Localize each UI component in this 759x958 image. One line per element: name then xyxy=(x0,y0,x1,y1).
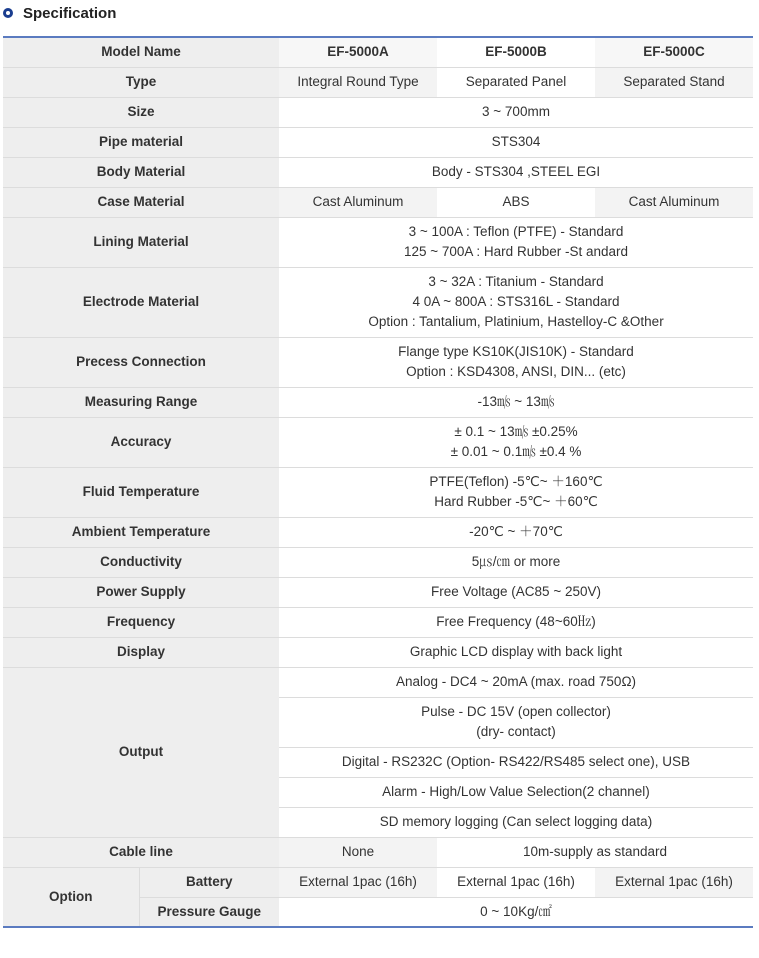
label-electrode-material: Electrode Material xyxy=(3,267,279,337)
label-output: Output xyxy=(3,667,279,837)
row-size xyxy=(3,97,753,127)
measuring-range-value: -13㎧ ~ 13㎧ xyxy=(279,387,753,417)
row-lining-material xyxy=(3,217,753,267)
row-output-analog xyxy=(3,667,753,697)
row-frequency xyxy=(3,607,753,637)
label-size: Size xyxy=(3,97,279,127)
display-value: Graphic LCD display with back light xyxy=(279,637,753,667)
output-digital: Digital - RS232C (Option- RS422/RS485 select one), USB xyxy=(279,747,753,777)
battery-b: External 1pac (16h) xyxy=(437,867,595,897)
case-c: Cast Aluminum xyxy=(595,187,753,217)
row-electrode-material xyxy=(3,267,753,337)
row-measuring-range xyxy=(3,387,753,417)
row-accuracy xyxy=(3,417,753,467)
pipe-material-value: STS304 xyxy=(279,127,753,157)
accuracy-line: ± 0.1 ~ 13㎧ ±0.25% xyxy=(454,424,578,439)
lining-line: 3 ~ 100A : Teflon (PTFE) - Standard xyxy=(408,224,624,239)
label-fluid-temperature: Fluid Temperature xyxy=(3,467,279,517)
row-ambient-temperature xyxy=(3,517,753,547)
row-body-material xyxy=(3,157,753,187)
body-material-value: Body - STS304 ,STEEL EGI xyxy=(279,157,753,187)
output-alarm: Alarm - High/Low Value Selection(2 channel) xyxy=(279,777,753,807)
label-frequency: Frequency xyxy=(3,607,279,637)
label-ambient-temperature: Ambient Temperature xyxy=(3,517,279,547)
battery-c: External 1pac (16h) xyxy=(595,867,753,897)
connection-line: Flange type KS10K(JIS10K) - Standard xyxy=(398,344,634,359)
label-pressure-gauge: Pressure Gauge xyxy=(139,897,279,927)
electrode-line: 3 ~ 32A : Titanium - Standard xyxy=(428,274,604,289)
case-b: ABS xyxy=(437,187,595,217)
output-pulse-line: (dry- contact) xyxy=(476,724,556,739)
type-b: Separated Panel xyxy=(437,67,595,97)
row-conductivity xyxy=(3,547,753,577)
label-process-connection: Precess Connection xyxy=(3,337,279,387)
label-measuring-range: Measuring Range xyxy=(3,387,279,417)
label-model-name: Model Name xyxy=(3,37,279,67)
ambient-temperature-value: -20℃ ~ ＋70℃ xyxy=(279,517,753,547)
label-cable-line: Cable line xyxy=(3,837,279,867)
section-header xyxy=(0,0,759,30)
pressure-gauge-value: 0 ~ 10Kg/㎠ xyxy=(279,897,753,927)
battery-a: External 1pac (16h) xyxy=(279,867,437,897)
row-case-material xyxy=(3,187,753,217)
label-case-material: Case Material xyxy=(3,187,279,217)
lining-line: 125 ~ 700A : Hard Rubber -St andard xyxy=(403,244,629,259)
model-b: EF-5000B xyxy=(437,37,595,67)
output-pulse-line: Pulse - DC 15V (open collector) xyxy=(421,704,611,719)
label-power-supply: Power Supply xyxy=(3,577,279,607)
section-title: Specification xyxy=(23,5,117,22)
electrode-material-value xyxy=(279,267,753,337)
specification-table xyxy=(3,36,753,928)
electrode-line: Option : Tantalium, Platinium, Hastelloy-C &Other xyxy=(368,314,664,329)
fluid-temperature-value xyxy=(279,467,753,517)
label-pipe-material: Pipe material xyxy=(3,127,279,157)
row-option-battery xyxy=(3,867,753,897)
connection-line: Option : KSD4308, ANSI, DIN... (etc) xyxy=(406,364,626,379)
output-pulse xyxy=(279,697,753,747)
electrode-line: 4 0A ~ 800A : STS316L - Standard xyxy=(412,294,620,309)
frequency-value: Free Frequency (48~60㎐) xyxy=(279,607,753,637)
row-display xyxy=(3,637,753,667)
row-pipe-material xyxy=(3,127,753,157)
row-type xyxy=(3,67,753,97)
label-conductivity: Conductivity xyxy=(3,547,279,577)
fluid-temperature-line: Hard Rubber -5℃~ ＋60℃ xyxy=(434,494,598,509)
label-type: Type xyxy=(3,67,279,97)
power-supply-value: Free Voltage (AC85 ~ 250V) xyxy=(279,577,753,607)
conductivity-value: 5㎲/㎝ or more xyxy=(279,547,753,577)
label-accuracy: Accuracy xyxy=(3,417,279,467)
cable-a: None xyxy=(279,837,437,867)
label-lining-material: Lining Material xyxy=(3,217,279,267)
row-process-connection xyxy=(3,337,753,387)
accuracy-value xyxy=(279,417,753,467)
model-c: EF-5000C xyxy=(595,37,753,67)
row-power-supply xyxy=(3,577,753,607)
row-cable-line xyxy=(3,837,753,867)
model-a: EF-5000A xyxy=(279,37,437,67)
label-body-material: Body Material xyxy=(3,157,279,187)
type-c: Separated Stand xyxy=(595,67,753,97)
row-fluid-temperature xyxy=(3,467,753,517)
output-sd: SD memory logging (Can select logging data) xyxy=(279,807,753,837)
fluid-temperature-line: PTFE(Teflon) -5℃~ ＋160℃ xyxy=(429,474,603,489)
label-option: Option xyxy=(3,867,139,927)
size-value: 3 ~ 700mm xyxy=(279,97,753,127)
label-display: Display xyxy=(3,637,279,667)
case-a: Cast Aluminum xyxy=(279,187,437,217)
output-analog: Analog - DC4 ~ 20mA (max. road 750Ω) xyxy=(279,667,753,697)
row-model-name xyxy=(3,37,753,67)
label-battery: Battery xyxy=(139,867,279,897)
process-connection-value xyxy=(279,337,753,387)
cable-bc: 10m-supply as standard xyxy=(437,837,753,867)
type-a: Integral Round Type xyxy=(279,67,437,97)
accuracy-line: ± 0.01 ~ 0.1㎧ ±0.4 % xyxy=(450,444,582,459)
lining-material-value xyxy=(279,217,753,267)
bullet-icon xyxy=(3,8,13,18)
